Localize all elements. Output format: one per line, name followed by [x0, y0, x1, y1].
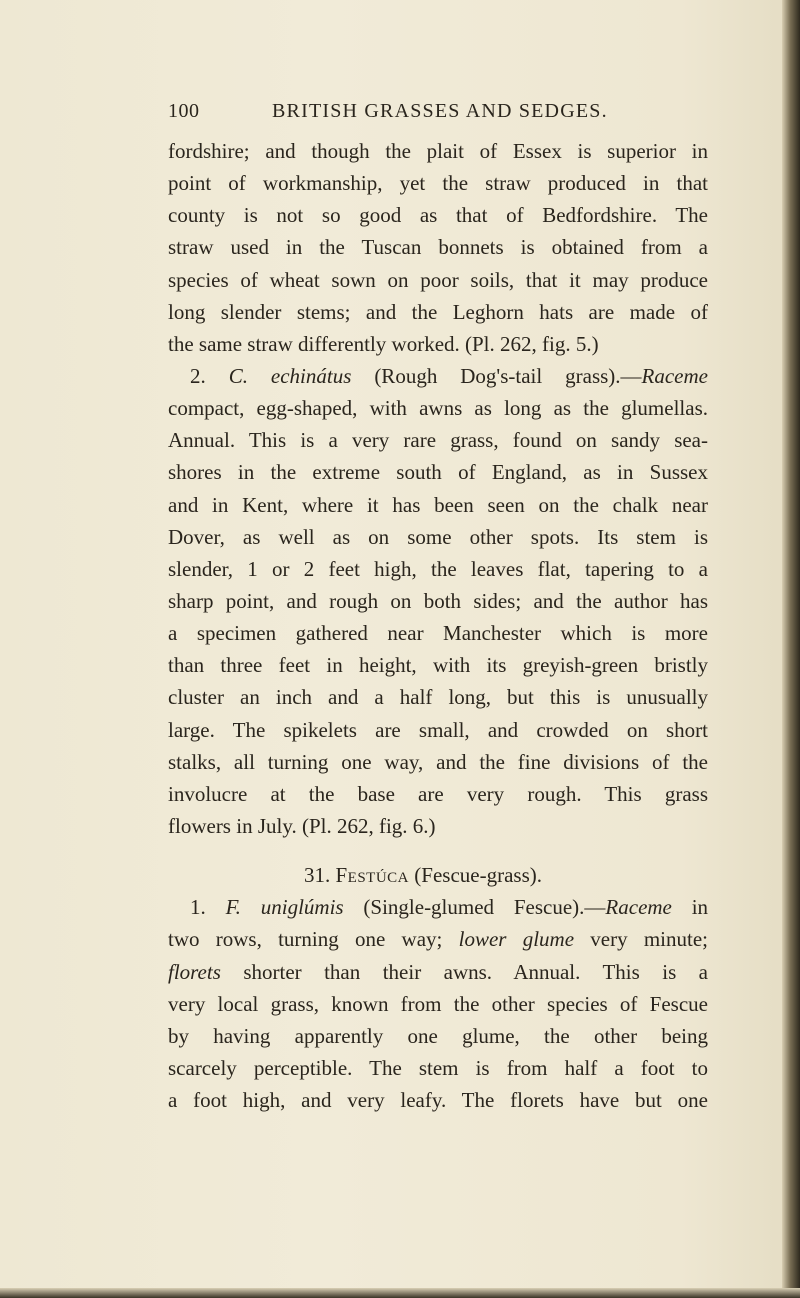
text-line: point of workmanship, yet the straw produced in that [168, 171, 708, 196]
genus-name: Festúca [335, 863, 410, 888]
genus-common-name: (Fescue-grass). [414, 863, 542, 888]
text-line: stalks, all turning one way, and the fine divisions of the [168, 749, 708, 774]
text-line: scarcely perceptible. The stem is from half a foot to [168, 1055, 708, 1080]
text-line: than three feet in height, with its greyish-green bristly [168, 653, 708, 678]
lower-glume-label: lower glume [458, 927, 575, 952]
raceme-label: Raceme [641, 363, 708, 388]
text-line: a foot high, and very leafy. The florets have but one [168, 1088, 708, 1113]
text-line: long slender stems; and the Leghorn hats are made of [168, 299, 708, 324]
genus-abbrev: C. [228, 363, 248, 388]
text-line: a specimen gathered near Manchester which is more [168, 621, 708, 646]
text-line: and in Kent, where it has been seen on the chalk near [168, 492, 708, 517]
species-name: uniglúmis [260, 895, 344, 920]
species-entry-heading [168, 360, 708, 392]
text-line: very local grass, known from the other species of Fescue [168, 991, 708, 1016]
text-line: Annual. This is a very rare grass, found on sandy sea- [168, 428, 708, 453]
text-line: sharp point, and rough on both sides; and the author has [168, 588, 708, 613]
page-edge-shadow [782, 0, 800, 1298]
species-name: echinátus [270, 363, 352, 388]
text-fragment: two rows, turning one way; [168, 927, 443, 952]
text-line: large. The spikelets are small, and crowded on short [168, 717, 708, 742]
text-line: involucre at the base are very rough. This grass [168, 781, 708, 806]
text-line: cluster an inch and a half long, but this is unusually [168, 685, 708, 710]
text-line: slender, 1 or 2 feet high, the leaves flat, tapering to a [168, 556, 708, 581]
page-bottom-edge [0, 1288, 800, 1298]
text-line: straw used in the Tuscan bonnets is obtained from a [168, 235, 708, 260]
text-line: Dover, as well as on some other spots. Its stem is [168, 524, 708, 549]
text-line: fordshire; and though the plait of Essex is superior in [168, 139, 708, 163]
running-head: BRITISH GRASSES AND SEDGES. [272, 100, 608, 122]
text-line: flowers in July. (Pl. 262, fig. 6.) [168, 813, 436, 838]
text-line: compact, egg-shaped, with awns as long as the glumellas. [168, 396, 708, 421]
page-header [168, 100, 708, 130]
text-line: shores in the extreme south of England, as in Sussex [168, 460, 708, 485]
text-line: the same straw differently worked. (Pl. 262, fig. 5.) [168, 331, 599, 356]
text-line: species of wheat sown on poor soils, that it may produce [168, 267, 708, 292]
species-entry-heading [168, 891, 708, 923]
raceme-label: Raceme [605, 895, 672, 920]
entry-number: 1. [190, 895, 206, 920]
text-fragment: in [691, 895, 709, 920]
common-name: (Single-glumed Fescue).— [363, 895, 606, 920]
genus-abbrev: F. [225, 895, 241, 920]
section-number: 31. [304, 863, 331, 888]
text-fragment: shorter than their awns. Annual. This is a [243, 959, 709, 984]
text-line: by having apparently one glume, the other being [168, 1023, 708, 1048]
text-fragment: very minute; [590, 927, 708, 952]
text-line [168, 956, 708, 988]
entry-number: 2. [190, 363, 206, 388]
page-number: 100 [168, 100, 200, 122]
common-name: (Rough Dog's-tail grass).— [374, 363, 642, 388]
text-line: county is not so good as that of Bedfordshire. The [168, 203, 708, 228]
text-line [168, 923, 708, 955]
florets-label: florets [168, 959, 221, 984]
genus-section-heading [168, 859, 708, 891]
body-text [168, 135, 708, 1116]
